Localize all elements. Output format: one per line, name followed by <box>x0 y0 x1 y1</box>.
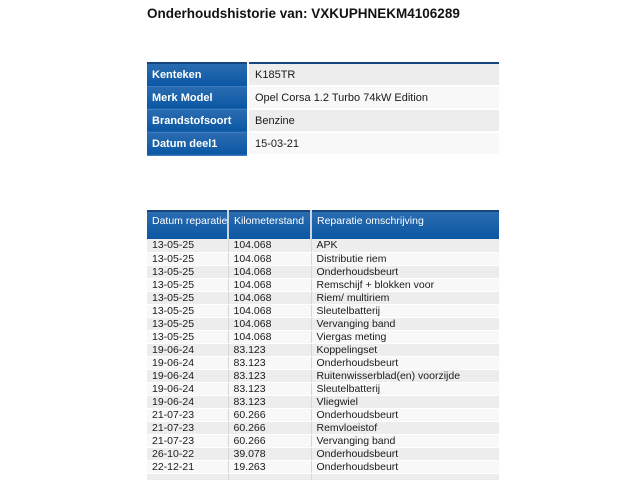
table-row <box>147 408 499 421</box>
table-cell: Sleutelbatterij <box>311 304 499 317</box>
table-cell: 13-05-25 <box>147 291 228 304</box>
table-row <box>147 369 499 382</box>
table-cell: 19-06-24 <box>147 356 228 369</box>
table-cell: Distributie riem <box>311 252 499 265</box>
vehicle-info-body <box>147 63 499 155</box>
table-cell: 13-05-25 <box>147 317 228 330</box>
table-cell: APK <box>311 239 499 252</box>
table-cell: 19-06-24 <box>147 369 228 382</box>
table-row <box>147 304 499 317</box>
table-cell <box>228 473 311 480</box>
table-cell: 13-05-25 <box>147 265 228 278</box>
info-row <box>147 86 499 109</box>
table-cell: 21-07-23 <box>147 434 228 447</box>
table-cell <box>311 473 499 480</box>
table-cell: 22-12-21 <box>147 460 228 473</box>
table-row <box>147 330 499 343</box>
table-row <box>147 239 499 252</box>
table-cell: 39.078 <box>228 447 311 460</box>
table-row <box>147 460 499 473</box>
table-row-partial <box>147 473 499 480</box>
table-cell: Vervanging band <box>311 434 499 447</box>
table-cell: 83.123 <box>228 395 311 408</box>
table-cell: 13-05-25 <box>147 239 228 252</box>
table-cell: 104.068 <box>228 278 311 291</box>
info-row <box>147 109 499 132</box>
column-header: Kilometerstand <box>228 211 311 239</box>
info-value: Benzine <box>248 109 499 132</box>
table-row <box>147 252 499 265</box>
table-row <box>147 434 499 447</box>
table-cell: Onderhoudsbeurt <box>311 408 499 421</box>
table-cell: 26-10-22 <box>147 447 228 460</box>
table-cell <box>147 473 228 480</box>
table-row <box>147 382 499 395</box>
table-cell: Onderhoudsbeurt <box>311 447 499 460</box>
info-row <box>147 132 499 155</box>
table-cell: Onderhoudsbeurt <box>311 265 499 278</box>
table-cell: 83.123 <box>228 369 311 382</box>
column-header: Datum reparatie <box>147 211 228 239</box>
table-cell: Sleutelbatterij <box>311 382 499 395</box>
info-value: K185TR <box>248 63 499 86</box>
info-row <box>147 63 499 86</box>
table-cell: Riem/ multiriem <box>311 291 499 304</box>
vehicle-info-table <box>147 62 499 156</box>
table-cell: 19-06-24 <box>147 382 228 395</box>
table-row <box>147 395 499 408</box>
page-title: Onderhoudshistorie van: VXKUPHNEKM4106289 <box>147 6 460 21</box>
column-header: Reparatie omschrijving <box>311 211 499 239</box>
table-cell: 21-07-23 <box>147 421 228 434</box>
table-cell: 104.068 <box>228 239 311 252</box>
table-cell: Onderhoudsbeurt <box>311 460 499 473</box>
table-row <box>147 356 499 369</box>
table-cell: 104.068 <box>228 330 311 343</box>
table-row <box>147 343 499 356</box>
info-label: Kenteken <box>147 63 248 86</box>
maintenance-table <box>147 210 499 480</box>
table-cell: 104.068 <box>228 304 311 317</box>
table-cell: 104.068 <box>228 252 311 265</box>
table-cell: Remvloeistof <box>311 421 499 434</box>
table-cell: Ruitenwisserblad(en) voorzijde <box>311 369 499 382</box>
table-cell: 104.068 <box>228 317 311 330</box>
table-cell: 19-06-24 <box>147 343 228 356</box>
table-cell: 19.263 <box>228 460 311 473</box>
table-cell: 83.123 <box>228 382 311 395</box>
table-cell: Vliegwiel <box>311 395 499 408</box>
table-cell: Viergas meting <box>311 330 499 343</box>
table-row <box>147 317 499 330</box>
maintenance-body <box>147 239 499 480</box>
table-row <box>147 291 499 304</box>
table-cell: 60.266 <box>228 434 311 447</box>
table-cell: 60.266 <box>228 408 311 421</box>
info-value: 15-03-21 <box>248 132 499 155</box>
table-cell: 60.266 <box>228 421 311 434</box>
table-cell: Remschijf + blokken voor <box>311 278 499 291</box>
table-cell: 13-05-25 <box>147 252 228 265</box>
table-cell: 83.123 <box>228 356 311 369</box>
info-label: Merk Model <box>147 86 248 109</box>
table-cell: Koppelingset <box>311 343 499 356</box>
maintenance-header-row <box>147 211 499 239</box>
table-row <box>147 278 499 291</box>
table-cell: Onderhoudsbeurt <box>311 356 499 369</box>
info-label: Datum deel1 <box>147 132 248 155</box>
table-cell: 83.123 <box>228 343 311 356</box>
info-label: Brandstofsoort <box>147 109 248 132</box>
table-row <box>147 447 499 460</box>
table-cell: 13-05-25 <box>147 304 228 317</box>
table-cell: 13-05-25 <box>147 330 228 343</box>
table-cell: 19-06-24 <box>147 395 228 408</box>
info-value: Opel Corsa 1.2 Turbo 74kW Edition <box>248 86 499 109</box>
table-cell: 104.068 <box>228 291 311 304</box>
table-row <box>147 421 499 434</box>
table-row <box>147 265 499 278</box>
table-cell: 104.068 <box>228 265 311 278</box>
table-cell: 13-05-25 <box>147 278 228 291</box>
table-cell: 21-07-23 <box>147 408 228 421</box>
table-cell: Vervanging band <box>311 317 499 330</box>
